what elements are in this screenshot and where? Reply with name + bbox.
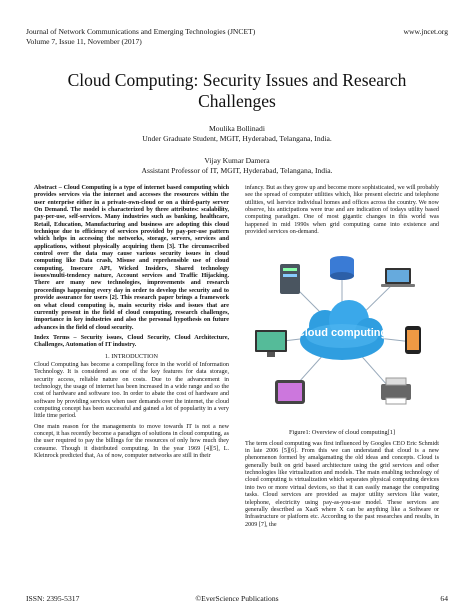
journal-website[interactable]: www.jncet.org [403,27,448,36]
title-line-1: Cloud Computing: Security Issues and Research [67,70,407,90]
cloud-label: Cloud computing [296,327,388,340]
figure-caption: Figure1: Overview of cloud computing[1] [289,429,395,437]
intro-paragraph-1: Cloud Computing has become a compelling force in the world of Information Technology. It is considered as one of the key features for data storage, security access, reliable nature on costs. Due to the advancement in technology, the usage of internet has been increased in a wide range and so the cost of hardware and software too. In order to abate the cost of hardware and software by providing services when user demands over the internet, the cloud computing concept has been successful and gained a lot of popularity in a very little time period. [34,361,229,420]
phone-icon [405,326,421,354]
abstract: Abstract – Cloud Computing is a type of internet based computing which provides services via the internet and accesses the resources within the user enterprise either in a private-own-cloud or on a third-party server On Demand. The model is characterized by three attributes: scalability, pay-per-use, self-services. Many industries such as banking, healthcare, Retail, Education, Manufacturing and business are adopting this cloud technique due to efficiency of services provided by pay-per-use pattern which helps in accessing the networks, storage, servers, services and applications, without physically acquiring them [3]. The circumscribed control over the data may cause various security issues in cloud computing like Data crash, Misuse and reprehensible use of cloud computing, Insecure API, Wicked Insiders, Shared technology issues/multi-tendency nature, Account services and Traffic Hijacking. There are many new technologies, improvements and research proceedings happening every day in order to develop the security and to provide assurance for users [2]. This research paper brings a framework on what cloud computing is, main security risks and issues that are currently present in the field of cloud computing, research challenges, importance in key industries and also the personal hypothesis on future advances in the field of cloud security. [34,185,229,331]
laptop-icon [381,268,415,287]
index-terms: Index Terms – Security issues, Cloud Security, Cloud Architecture, Challenges, Automation of IT industry. [34,334,229,349]
author-1-name: Moulika Bollinadi [209,124,265,133]
right-paragraph-1: infancy. But as they grow up and become more sophisticated, we will probably see the spread of computer utilities which, like present electric and telephone utilities, wil lservice individual homes and offices across the country. We now observe, his anticipations were true and are indication of todays utility based computing paradigm. One of most gigantic changes in this world was happened in mid 1990s when grid computing came into existence and provided services on-demand. [245,185,440,236]
tablet-icon [275,380,305,404]
author-2 [30,156,444,176]
title-line-2: Challenges [198,91,276,111]
database-icon [330,256,354,280]
figure-illustration [245,242,439,427]
author-2-affiliation: Assistant Professor of IT, MGIT, Hyderabad, Telangana, India. [141,166,333,175]
footer-publisher: ©EverScience Publications [195,594,279,603]
paper-title [30,70,444,112]
footer-issn: ISSN: 2395-5317 [26,594,80,603]
left-column [34,185,229,463]
journal-name: Journal of Network Communications and Emerging Technologies (JNCET) [26,27,256,36]
page-number: 64 [440,594,448,603]
printer-icon [381,378,411,404]
author-1-affiliation: Under Graduate Student, MGIT, Hyderabad, Telangana, India. [142,134,332,143]
intro-paragraph-2: One main reason for the managements to move towards IT is not a new concept, it has recently become a paradigm of solutions in cloud computing, as the user required to pay the billings for the resources of only how much they consume. Though it distributed computing. In the year 1969 [4][5], L. Kleinrock predicted that, As of now, computer networks are still in their [34,423,229,460]
author-2-name: Vijay Kumar Damera [204,156,270,165]
section-heading: 1. INTRODUCTION [105,352,158,360]
journal-volume: Volume 7, Issue 11, November (2017) [26,37,142,46]
right-column [245,185,439,532]
server-icon [280,264,300,294]
desktop-icon [255,330,287,357]
cloud-computing-figure [245,242,439,427]
right-paragraph-2: The term cloud computing was first influenced by Googles CEO Eric Schmidt in late 2006 [5][6]. From this we can understand that cloud is a new phenomenon formed by amalgamating the old ideas and concepts. Cloud is generally built on grid based architecture using the grid services and other technologies like virtualization and models. The main enabling technology of cloud computing is virtualization which separates physical computing devices into two or more virtual devices, so that it can easily manage the computing tasks. Cloud services are provided as major utility services like water, telephone, electricity using pay-as-you-use model. These services are generally described as XaaS where X can be anything like a Software or Infrastructure or platform etc. According to the past researches and results, in 2009 [7], the [245,440,439,528]
author-1 [30,124,444,144]
